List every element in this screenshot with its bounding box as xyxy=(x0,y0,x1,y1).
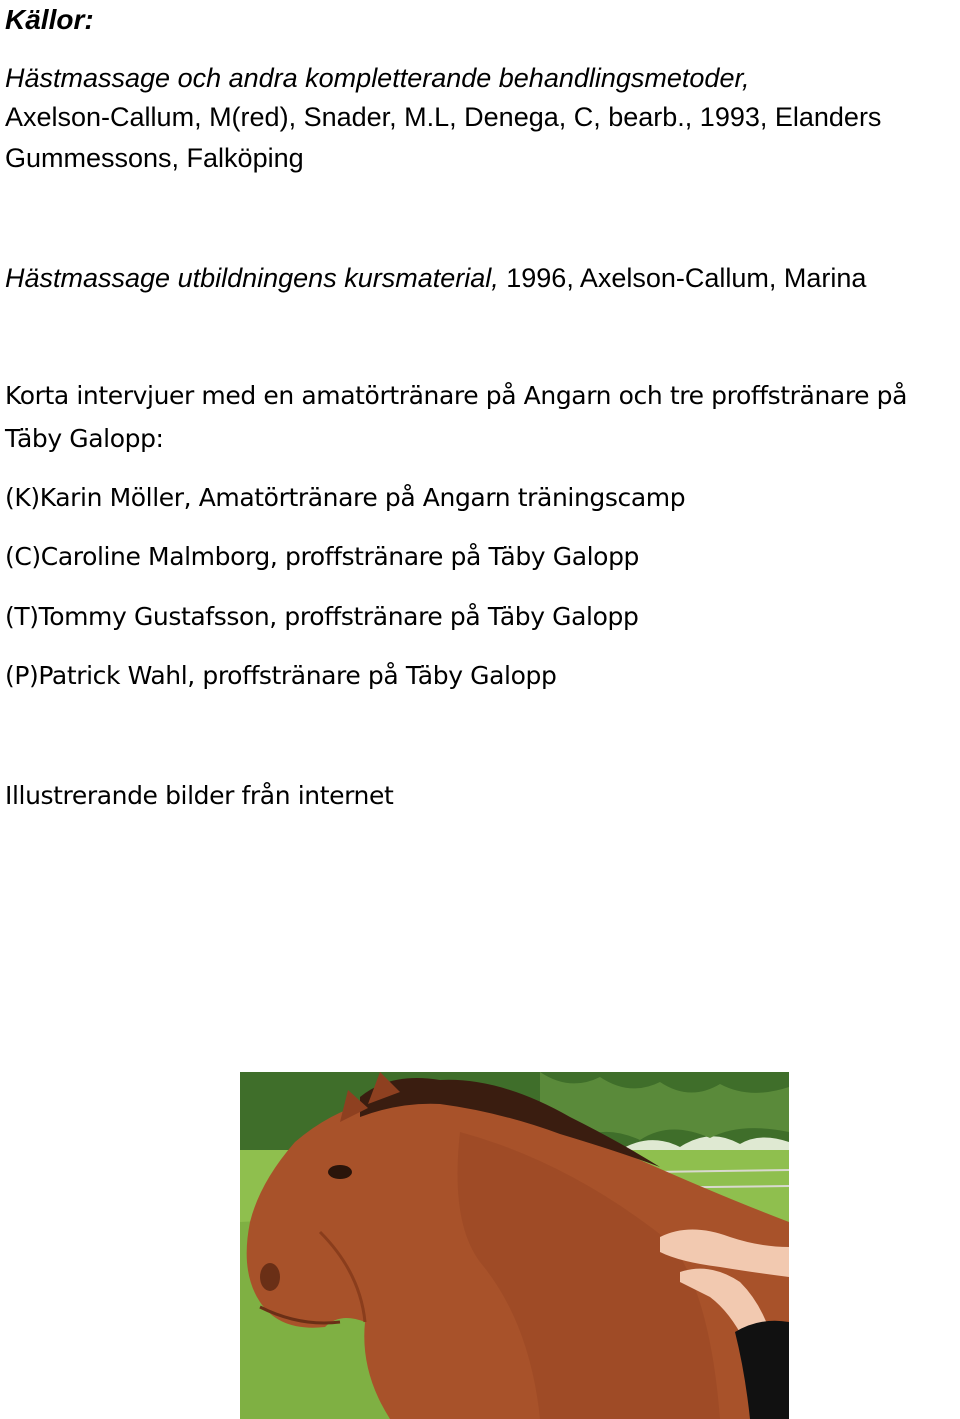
source-2-details: 1996, Axelson-Callum, Marina xyxy=(498,263,867,293)
interviewee-tommy: (T)Tommy Gustafsson, proffstränare på Täby Galopp xyxy=(5,602,639,631)
source-2-title: Hästmassage utbildningens kursmaterial, xyxy=(5,263,499,293)
horse-illustration xyxy=(240,1072,789,1419)
source-2 xyxy=(5,262,866,294)
interviewee-karin: (K)Karin Möller, Amatörtränare på Angarn träningscamp xyxy=(5,483,686,512)
sources-heading: Källor: xyxy=(5,4,94,35)
interviewee-patrick: (P)Patrick Wahl, proffstränare på Täby Galopp xyxy=(5,661,557,690)
interviewee-caroline: (C)Caroline Malmborg, proffstränare på Täby Galopp xyxy=(5,542,640,571)
source-1-details: Axelson-Callum, M(red), Snader, M.L, Denega, C, bearb., 1993, Elanders xyxy=(5,102,882,132)
interviews-intro-cont: Täby Galopp: xyxy=(5,424,164,453)
source-1-title: Hästmassage och andra kompletterande behandlingsmetoder, xyxy=(5,63,750,93)
source-1-publisher: Gummessons, Falköping xyxy=(5,143,304,173)
images-note: Illustrerande bilder från internet xyxy=(5,781,394,810)
horse-massage-photo xyxy=(240,1072,789,1419)
interviews-intro: Korta intervjuer med en amatörtränare på Angarn och tre proffstränare på xyxy=(5,381,908,410)
